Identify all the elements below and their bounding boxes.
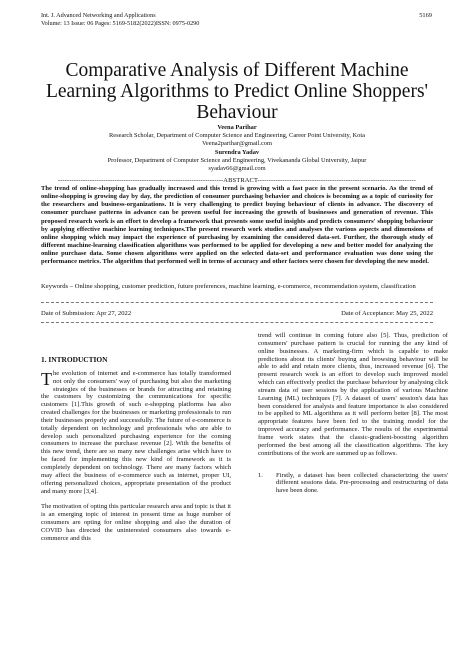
paragraph: The motivation of opting this particular research area and topic is that it is an emerging topic of interest in present time as huge number of consumers are opting for online shopping and also the duration of COVID has directed the uninterested consumers also towards e-commerce and this xyxy=(41,503,231,542)
abstract-text: The trend of online-shopping has gradually increased and this trend is growing with a fast pace in the present scenario. As the trend of online-shopping is growing day by day, the prediction of consumer purchasing behavior and choices is becoming as a topic of curiosity for the researchers and business-organizations. It is very challenging to predict buying behaviour of clients in advance. The discovery of consumer purchase patterns in advance can be proven useful for increasing the growth of businesses and generation of revenue. This proposed research work is an effort to develop a framework that presents some useful insights and predicts consumers' shopping behaviour by applying effective machine learning techniques.The present research work studies and analyses the various aspects and dimensions of online shopping which may impact the experience of purchasing by examining the considered data-set. Further, the thorough study of different machine-learning classification algorithms was performed to be applied for developing a new and better model for analyzing the online purchase data. Some chosen algorithms were applied on the selected data-set and performance evaluation was done using the performance metrics. The algorithm that performed well in terms of accuracy and other factors were chosen for developing the new model. xyxy=(41,185,433,266)
page-number: 5169 xyxy=(419,12,432,19)
divider xyxy=(41,302,433,303)
abstract-heading: -------------------------------------------------------------------------ABSTRACT---------------------------------------------------------------------- xyxy=(58,177,416,184)
keywords-label: Keywords xyxy=(41,283,69,290)
paper-title: Comparative Analysis of Different Machine Learning Algorithms to Predict Online Shoppers' Behaviour xyxy=(45,60,429,123)
journal-name: Int. J. Advanced Networking and Applications xyxy=(41,12,156,19)
list-item xyxy=(258,472,448,496)
paragraph: The evolution of internet and e-commerce has totally transformed not only the consumers' way of purchasing but also the marketing strategies of the businesses or brands for attracting and retaining the customers by customizing the communications for specific customers [1].This growth of such e-shopping platforms has also created challenges for the businesses or marketing professionals to run their businesses properly and successfully. The future of e-commerce is totally dependent on technology and professionals who are able to develop such personalized purchasing experience for the coming consumers to increase the purchase revenue [2]. With the benefits of this new trend, there are so many new challenges arise which have to be faced for implementing this new kind of framework as it is completely dependent on technology. There are many factors which may affect the business of e-commerce such as internet, proper UI, offering personalized choices, appropriate presentation of the product and many more [3,4]. xyxy=(41,368,231,495)
author-block xyxy=(30,124,444,173)
running-header xyxy=(41,12,341,28)
author-email: syadav66@gmail.com xyxy=(208,165,266,173)
author-affiliation: Research Scholar, Department of Computer Science and Engineering, Career Point University, Kota xyxy=(109,132,365,140)
author-name: Veena Parihar xyxy=(217,124,257,131)
section-heading: 1. INTRODUCTION xyxy=(41,355,108,364)
author-email: Veena2parihar@gmail.com xyxy=(202,140,272,148)
author-affiliation: Professor, Department of Computer Science and Engineering, Vivekananda Global University, Jaipur xyxy=(107,156,367,164)
list-text: Firstly, a dataset has been collected characterizing the users' different sessions data. Pre-processing and restructuring of data have been done. xyxy=(276,471,448,495)
submission-date: Date of Submission: Apr 27, 2022 xyxy=(41,310,132,317)
left-column xyxy=(41,332,231,551)
drop-cap: T xyxy=(41,368,52,389)
keywords-text: – Online shopping, customer prediction, future preferences, machine learning, e-commerce, recommendation system, classification xyxy=(69,283,416,290)
volume-line: Volume: 13 Issue: 06 Pages: 5169-5182(2022)ISSN: 0975-0290 xyxy=(41,20,200,27)
right-column xyxy=(258,332,448,495)
acceptance-date: Date of Acceptance: May 25, 2022 xyxy=(341,310,433,317)
divider xyxy=(41,322,433,323)
author-name: Surendra Yadav xyxy=(214,148,260,156)
contribution-list xyxy=(258,472,448,496)
keywords-line xyxy=(41,283,433,291)
paragraph: trend will continue in coming future also [5]. Thus, prediction of consumers' purchase pattern is crucial for running the any kind of online businesses. A marketing-firm which is capable to make predictions about its clients' buying and browsing behaviour will be able to add and retain more clients, thus, increased revenue [6]. The present research work is an effort to develop such improved model which can effectively predict the purchase behaviour by analysing click stream data of user sessions by the application of various Machine Learning (ML) techniques [7]. A dataset of users' session's data has been considered for analysis and feature importance is also considered to be applied to ML algorithms as it will perform better [8]. The most appropriate features have been fed to the training model for the improved accuracy and performance. The results of the experimental frame work states that the classic-gradient-boosting algorithm performed the best among all the classification algorithms. The key contributions of the work are summed up as follows. xyxy=(258,332,448,457)
list-number: 1. xyxy=(258,471,263,479)
